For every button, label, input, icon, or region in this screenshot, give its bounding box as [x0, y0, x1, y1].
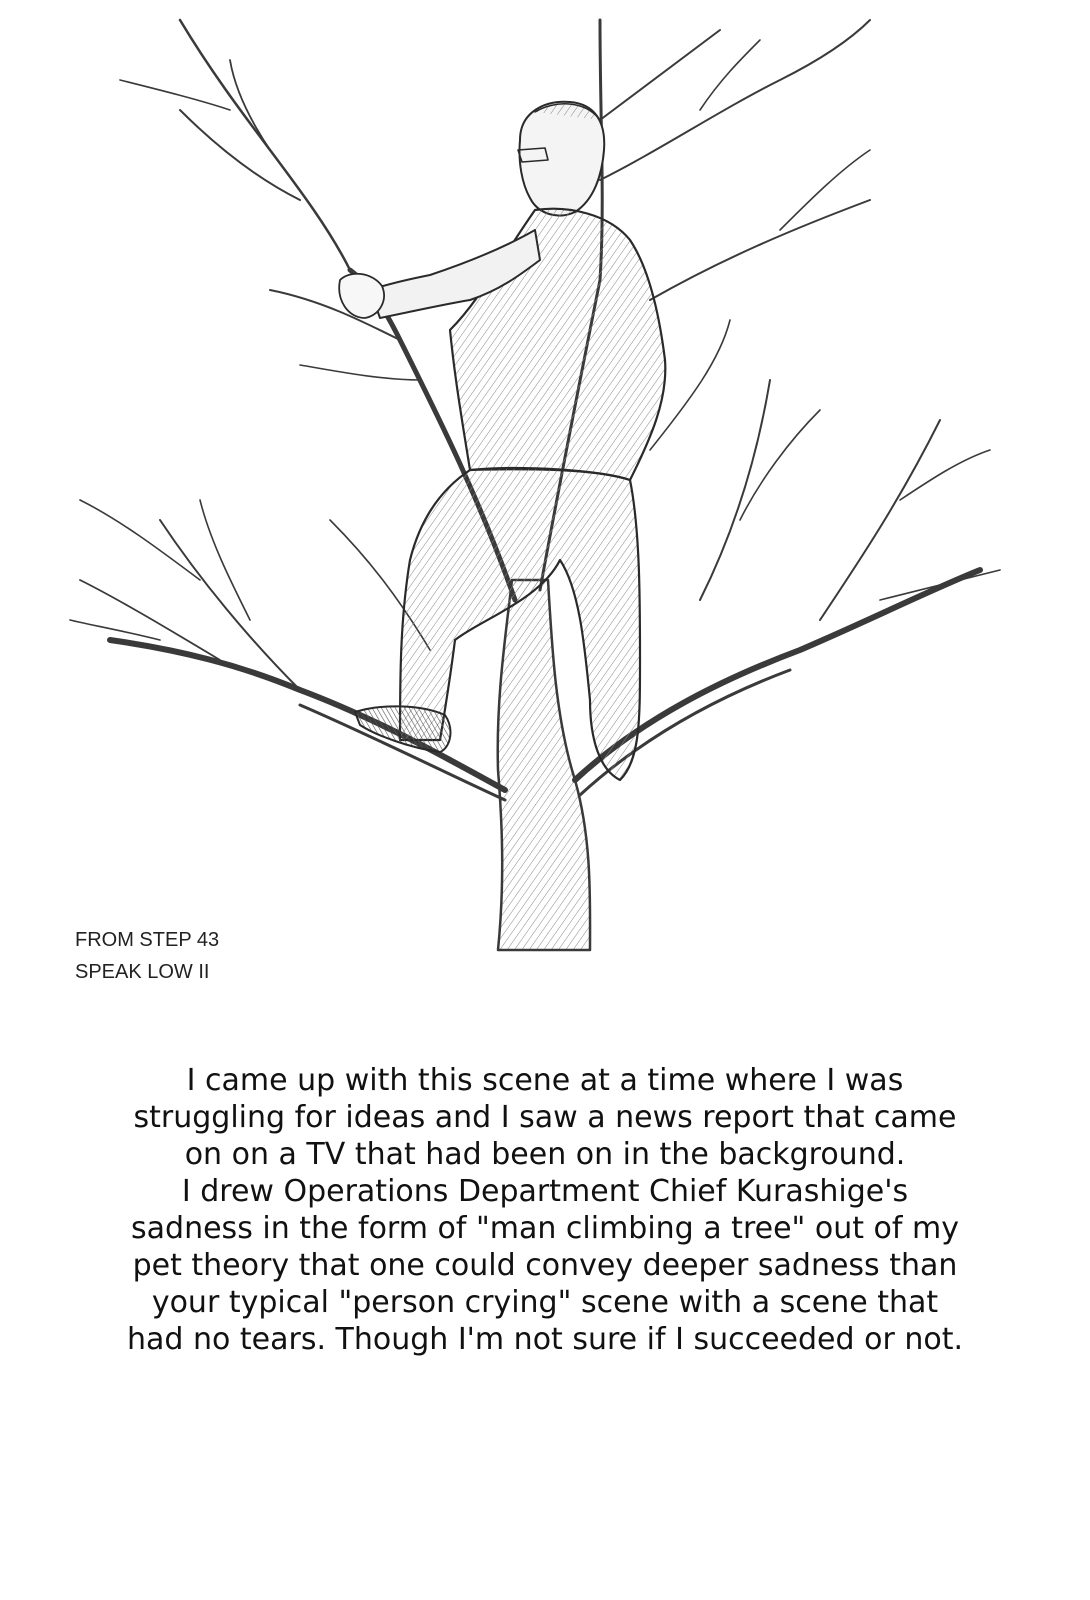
source-caption: [75, 924, 335, 988]
man-hand: [339, 274, 384, 318]
man-jacket: [450, 209, 665, 480]
author-afterword: [120, 1062, 970, 1358]
chapter-title-line: SPEAK LOW II: [75, 961, 210, 983]
man-shoe: [355, 706, 450, 752]
source-line: FROM STEP 43: [75, 929, 220, 951]
afterword-paragraph-1: I came up with this scene at a time where I was struggling for ideas and I saw a news report that came on on a TV that had been on in the background.: [133, 1063, 957, 1172]
afterword-paragraph-2: I drew Operations Department Chief Kurashige's sadness in the form of "man climbing a tree" out of my pet theory that one could convey deeper sadness than your typical "person crying" scene with a scene that had no tears. Though I'm not sure if I succeeded or not.: [127, 1174, 963, 1357]
tree-trunk: [498, 580, 590, 950]
